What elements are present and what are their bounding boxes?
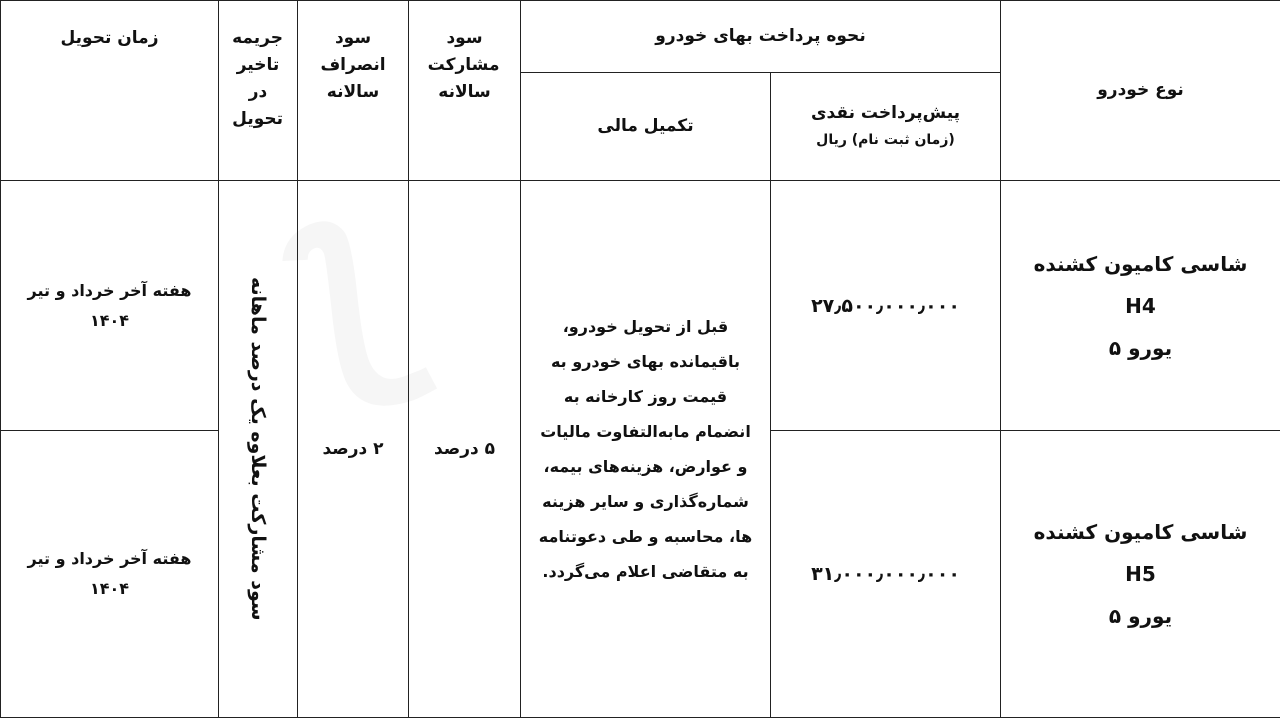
prepayment-cell: ۳۱٫۰۰۰٫۰۰۰٫۰۰۰: [771, 431, 1001, 718]
header-payment-method: نحوه پرداخت بهای خودرو: [521, 1, 1001, 73]
header-delay-penalty: جریمه تاخیر در تحویل: [219, 1, 298, 181]
delivery-cell: هفته آخر خرداد و تیر ۱۴۰۴: [1, 431, 219, 718]
cancellation-profit-cell: ۲ درصد: [298, 181, 409, 718]
delivery-cell: هفته آخر خرداد و تیر ۱۴۰۴: [1, 181, 219, 431]
header-car-type: نوع خودرو: [1001, 1, 1280, 181]
header-prepayment-sub: (زمان ثبت نام) ریال: [777, 127, 994, 154]
participation-profit-cell: ۵ درصد: [409, 181, 521, 718]
header-participation-profit: سود مشارکت سالانه: [409, 1, 521, 181]
header-cancellation-profit: سود انصراف سالانه: [298, 1, 409, 181]
delay-penalty-cell: سود مشارکت بعلاوه یک درصد ماهانه: [219, 181, 298, 718]
prepayment-cell: ۲۷٫۵۰۰٫۰۰۰٫۰۰۰: [771, 181, 1001, 431]
car-type-cell: شاسی کامیون کشنده H5 یورو ۵: [1001, 431, 1280, 718]
header-financing: تکمیل مالی: [521, 73, 771, 181]
header-delivery-time: زمان تحویل: [1, 1, 219, 181]
table-row: [1, 181, 1280, 431]
car-type-cell: شاسی کامیون کشنده H4 یورو ۵: [1001, 181, 1280, 431]
financing-cell: قبل از تحویل خودرو، باقیمانده بهای خودرو به قیمت روز کارخانه به انضمام مابه‌التفاوت مالیات و عوارض، هزینه‌های بیمه، شماره‌گذاری و سایر هزینه ها، محاسبه و طی دعوتنامه به متقاضی اعلام می‌گردد.: [521, 181, 771, 718]
header-prepayment: پیش‌پرداخت نقدی (زمان ثبت نام) ریال: [771, 73, 1001, 181]
